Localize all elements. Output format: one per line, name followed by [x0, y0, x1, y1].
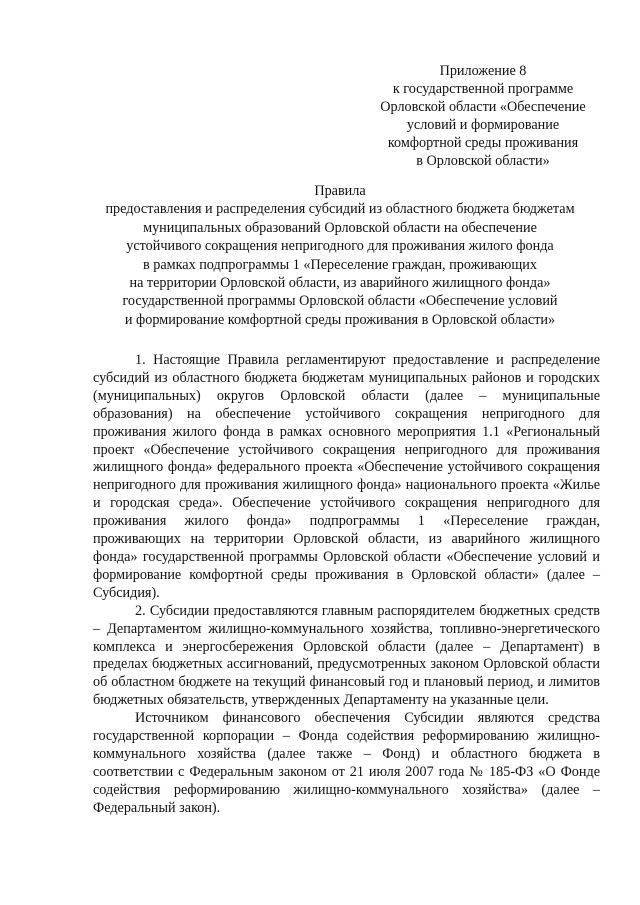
title-line: и формирование комфортной среды проживания в Орловской области» — [124, 311, 556, 328]
appendix-line: Орловской области «Обеспечение — [380, 99, 586, 115]
appendix-line: комфортной среды проживания — [387, 135, 579, 151]
appendix-header — [360, 62, 606, 170]
appendix-line: к государственной программе — [392, 81, 574, 97]
document-body — [93, 352, 600, 818]
title-line: на территории Орловской области, из аварийного жилищного фонда» — [129, 275, 551, 292]
document-title — [80, 182, 600, 329]
title-line: предоставления и распределения субсидий из областного бюджета бюджетам — [105, 201, 575, 218]
title-line: муниципальных образований Орловской области на обеспечение — [143, 219, 537, 236]
title-line: устойчивого сокращения непригодного для проживания жилого фонда — [126, 238, 554, 255]
title-heading: Правила — [314, 183, 366, 199]
paragraph-1: 1. Настоящие Правила регламентируют предоставление и распределение субсидий из областного бюджета бюджетам муниципальных районов и городских (муниципальных) округов Орловской области (далее – муниципальные образования) на обеспечение устойчивого сокращения непригодного для проживания жилого фонда в рамках основного мероприятия 1.1 «Региональный проект «Обеспечение устойчивого сокращения непригодного для проживания жилищного фонда» федерального проекта «Обеспечение устойчивого сокращения непригодного для проживания жилищного фонда» национального проекта «Жилье и городская среда». Обеспечение устойчивого сокращения непригодного для проживания жилого фонда» подпрограммы 1 «Переселение граждан, проживающих на территории Орловской области, из аварийного жилищного фонда» государственной программы Орловской области «Обеспечение условий и формирование комфортной среды проживания в Орловской области» (далее – Субсидия). — [93, 352, 600, 601]
title-line: в рамках подпрограммы 1 «Переселение граждан, проживающих — [142, 256, 537, 273]
appendix-line: в Орловской области» — [416, 153, 550, 169]
appendix-line: условий и формирование — [406, 117, 560, 133]
appendix-line: Приложение 8 — [439, 63, 527, 79]
paragraph-2: 2. Субсидии предоставляются главным распорядителем бюджетных средств – Департаментом жилищно-коммунального хозяйства, топливно-энергетического комплекса и энергосбережения Орловской области (далее – Департамент) в пределах бюджетных ассигнований, предусмотренных законом Орловской области об областном бюджете на текущий финансовый год и плановый период, и лимитов бюджетных обязательств, утвержденных Департаменту на указанные цели. — [93, 602, 600, 709]
paragraph-3: Источником финансового обеспечения Субсидии являются средства государственной корпорации – Фонда содействия реформированию жилищно-коммунального хозяйства (далее также – Фонд) и областного бюджета в соответствии с Федеральным законом от 21 июля 2007 года № 185-ФЗ «О Фонде содействия реформированию жилищно-коммунального хозяйства» (далее – Федеральный закон). — [93, 710, 600, 816]
title-line: государственной программы Орловской области «Обеспечение условий — [122, 293, 558, 310]
